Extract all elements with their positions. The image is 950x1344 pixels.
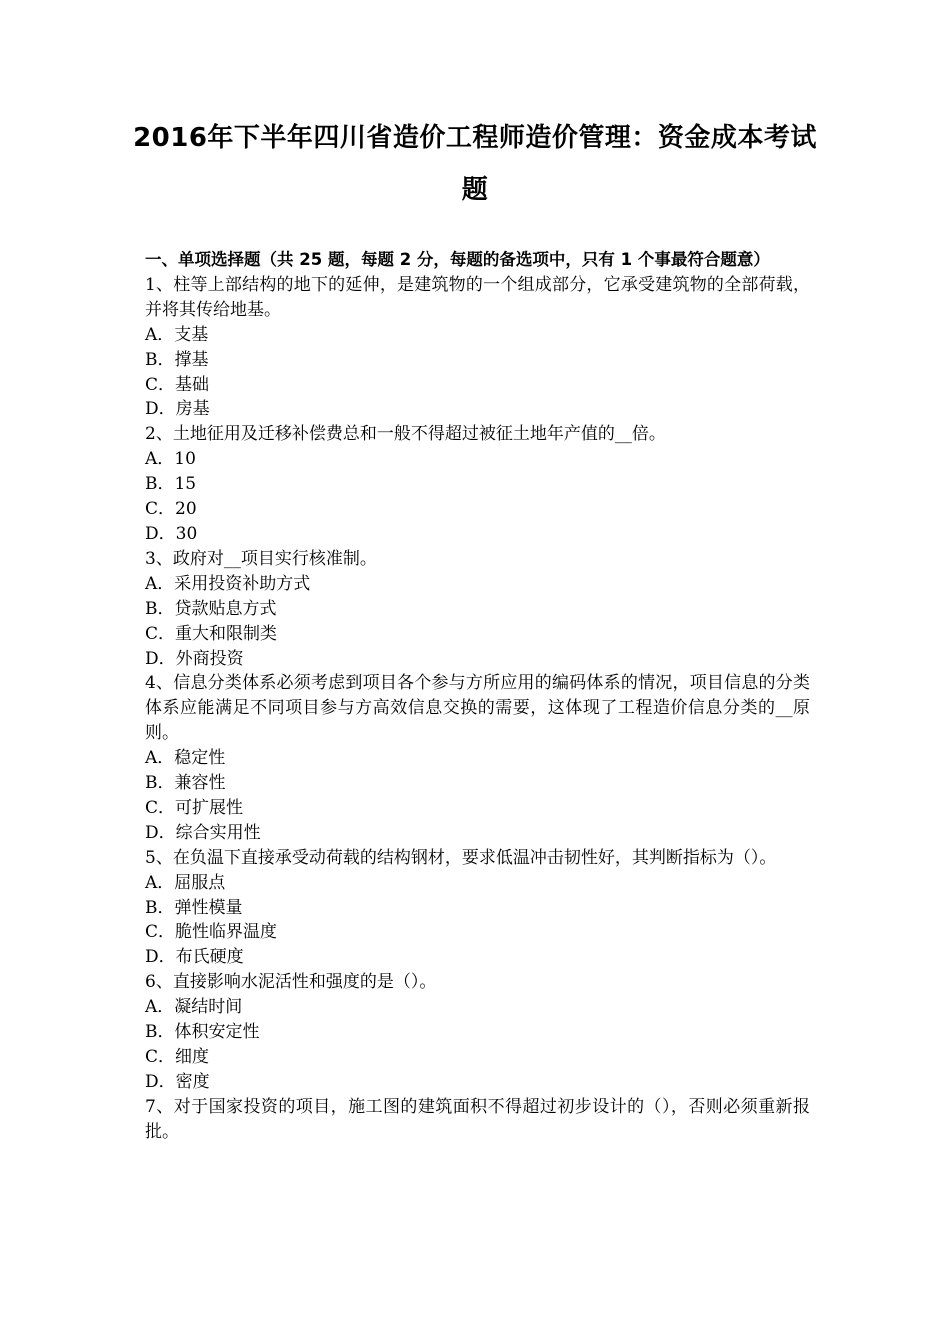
- answer-option: B．弹性模量: [145, 897, 243, 918]
- answer-option: C．20: [145, 499, 197, 520]
- question-text: 5、在负温下直接承受动荷载的结构钢材，要求低温冲击韧性好，其判断指标为（）。: [145, 847, 777, 868]
- answer-option: C．细度: [145, 1047, 210, 1067]
- answer-option: D．综合实用性: [145, 822, 261, 843]
- answer-option: B．15: [145, 474, 197, 495]
- answer-option: D．房基: [145, 399, 210, 420]
- answer-option: A．采用投资补助方式: [145, 573, 311, 594]
- answer-option: D．30: [145, 523, 198, 544]
- question-text: 1、柱等上部结构的地下的延伸，是建筑物的一个组成部分，它承受建筑物的全部荷载，并将其传给地基。: [145, 274, 810, 320]
- section-heading: 一、单项选择题（共 25 题，每题 2 分，每题的备选项中，只有 1 个事最符合题意）: [145, 250, 770, 269]
- answer-option: A．支基: [145, 324, 209, 345]
- answer-option: A．屈服点: [145, 872, 226, 893]
- answer-option: B．贷款贴息方式: [145, 598, 277, 619]
- answer-option: B．撑基: [145, 349, 209, 370]
- answer-option: C．脆性临界温度: [145, 922, 278, 943]
- answer-option: B．兼容性: [145, 773, 226, 794]
- answer-option: A．凝结时间: [145, 997, 243, 1018]
- question-text: 3、政府对__项目实行核准制。: [145, 548, 377, 569]
- answer-option: C．基础: [145, 374, 210, 395]
- answer-option: A．稳定性: [145, 748, 226, 769]
- document-title: 2016年下半年四川省造价工程师造价管理：资金成本考试题: [133, 123, 817, 205]
- answer-option: A．10: [145, 449, 196, 470]
- question-text: 7、对于国家投资的项目，施工图的建筑面积不得超过初步设计的（），否则必须重新报批。: [145, 1096, 810, 1142]
- question-text: 4、信息分类体系必须考虑到项目各个参与方所应用的编码体系的情况，项目信息的分类体系应能满足不同项目参与方高效信息交换的需要，这体现了工程造价信息分类的__原则。: [145, 673, 810, 744]
- answer-option: C．可扩展性: [145, 797, 244, 818]
- question-text: 6、直接影响水泥活性和强度的是（）。: [145, 972, 437, 993]
- document-body: [145, 248, 810, 1145]
- answer-option: B．体积安定性: [145, 1022, 260, 1043]
- question-text: 2、土地征用及迁移补偿费总和一般不得超过被征土地年产值的__倍。: [145, 424, 666, 445]
- answer-option: D．布氏硬度: [145, 947, 244, 968]
- answer-option: D．密度: [145, 1071, 210, 1092]
- answer-option: C．重大和限制类: [145, 623, 278, 644]
- answer-option: D．外商投资: [145, 648, 244, 669]
